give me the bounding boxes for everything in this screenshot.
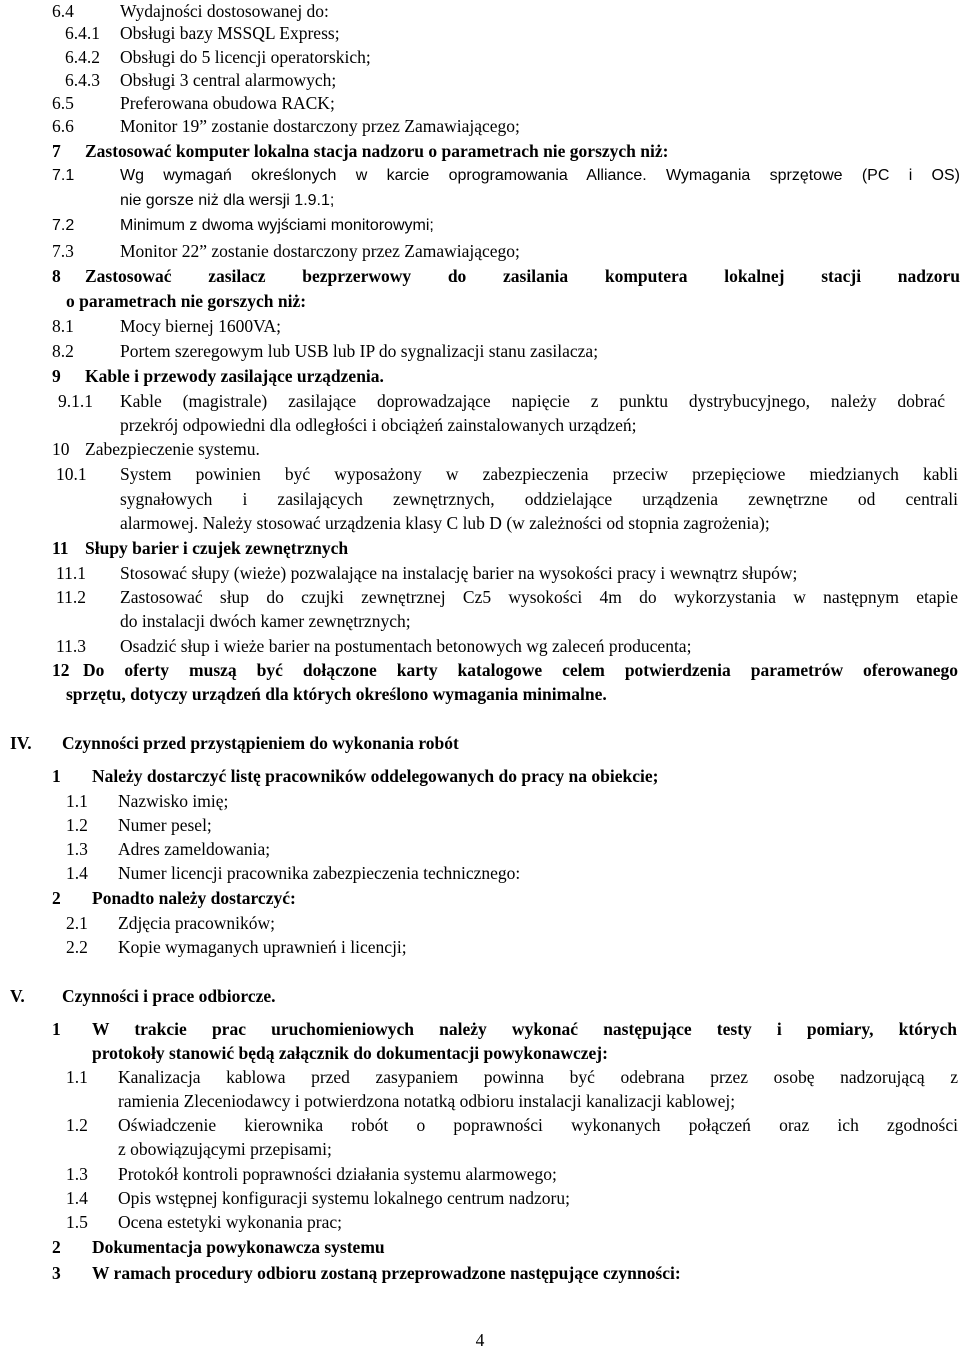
- item-text: Czynności przed przystąpieniem do wykonania robót: [62, 733, 459, 753]
- document-line: [0, 1163, 960, 1185]
- document-line: [0, 92, 960, 114]
- item-number: 1.3: [66, 839, 88, 859]
- item-text: Do oferty muszą być dołączone karty katalogowe celem potwierdzenia parametrów oferowanego: [83, 660, 958, 680]
- document-line: [0, 1018, 960, 1040]
- document-line: [0, 1090, 960, 1112]
- document-line: [0, 488, 960, 510]
- item-number: 7.1: [52, 167, 75, 184]
- item-number: 1: [52, 766, 61, 786]
- item-text: protokoły stanowić będą załącznik do dokumentacji powykonawczej:: [92, 1043, 608, 1063]
- item-number: 1.3: [66, 1164, 88, 1184]
- page-number: 4: [475, 1330, 485, 1350]
- item-number: 1.2: [66, 1115, 88, 1135]
- document-line: [0, 1262, 960, 1284]
- item-text: Obsługi do 5 licencji operatorskich;: [120, 47, 371, 67]
- item-number: 8.2: [52, 341, 74, 361]
- item-text: Ponadto należy dostarczyć:: [92, 888, 296, 908]
- item-number: 7: [52, 141, 61, 161]
- item-text: W ramach procedury odbioru zostaną przeprowadzone następujące czynności:: [92, 1263, 681, 1283]
- document-line: [0, 390, 960, 412]
- item-number: 12: [52, 660, 70, 680]
- item-number: 11: [52, 538, 69, 558]
- item-number: 1.5: [66, 1212, 88, 1232]
- document-line: [0, 912, 960, 934]
- item-number: 6.4: [52, 1, 74, 21]
- item-number: 2.2: [66, 937, 88, 957]
- document-line: [0, 215, 960, 237]
- document-line: [0, 140, 960, 162]
- document-line: [0, 610, 960, 632]
- item-number: 8: [52, 266, 61, 286]
- document-line: [0, 1042, 960, 1064]
- document-line: [0, 190, 960, 212]
- item-text: Zabezpieczenie systemu.: [85, 439, 260, 459]
- item-number: 11.1: [56, 563, 86, 583]
- document-line: [0, 1211, 960, 1233]
- document-line: [0, 1187, 960, 1209]
- item-number: 2: [52, 888, 61, 908]
- document-line: [0, 365, 960, 387]
- item-number: 7.3: [52, 241, 74, 261]
- document-line: [0, 1236, 960, 1258]
- item-text: sygnałowych i zasilających zewnętrznych, oddzielające urządzenia zewnętrzne od centrali: [120, 489, 958, 509]
- document-line: [0, 635, 960, 657]
- item-number: V.: [10, 986, 25, 1006]
- document-line: [0, 1066, 960, 1088]
- item-text: Obsługi bazy MSSQL Express;: [120, 23, 340, 43]
- item-text: Oświadczenie kierownika robót o poprawności wykonanych połączeń oraz ich zgodności: [118, 1115, 958, 1135]
- item-text: Protokół kontroli poprawności działania systemu alarmowego;: [118, 1164, 557, 1184]
- document-line: [0, 414, 960, 436]
- document-line: [0, 463, 960, 485]
- document-line: [0, 46, 960, 68]
- item-text: Opis wstępnej konfiguracji systemu lokalnego centrum nadzoru;: [118, 1188, 570, 1208]
- document-line: [0, 265, 960, 287]
- item-text: Monitor 22” zostanie dostarczony przez Zamawiającego;: [120, 241, 520, 261]
- item-number: 1: [52, 1019, 61, 1039]
- document-line: [0, 0, 960, 22]
- item-number: 11.2: [56, 587, 86, 607]
- document-line: [0, 862, 960, 884]
- item-text: Osadzić słup i wieże barier na postumentach betonowych wg zaleceń producenta;: [120, 636, 692, 656]
- item-text: Nazwisko imię;: [118, 791, 229, 811]
- item-text: Preferowana obudowa RACK;: [120, 93, 335, 113]
- document-line: [0, 659, 960, 681]
- document-line: [0, 438, 960, 460]
- document-line: [0, 240, 960, 262]
- document-line: [0, 790, 960, 812]
- item-number: 3: [52, 1263, 61, 1283]
- item-text: Numer pesel;: [118, 815, 212, 835]
- item-text: Wydajności dostosowanej do:: [120, 1, 329, 21]
- item-number: 11.3: [56, 636, 86, 656]
- document-line: [0, 69, 960, 91]
- item-text: Mocy biernej 1600VA;: [120, 316, 282, 336]
- item-number: 10: [52, 439, 70, 459]
- document-line: [0, 512, 960, 534]
- document-line: [0, 838, 960, 860]
- item-text: Czynności i prace odbiorcze.: [62, 986, 276, 1006]
- document-line: [0, 985, 960, 1007]
- document-line: [0, 165, 960, 187]
- item-text: Zdjęcia pracowników;: [118, 913, 275, 933]
- item-number: 6.6: [52, 116, 74, 136]
- document-line: [0, 814, 960, 836]
- item-text: Zastosować komputer lokalna stacja nadzoru o parametrach nie gorszych niż:: [85, 141, 669, 161]
- item-text: Kable (magistrale) zasilające doprowadzające napięcie z punktu dystrybucyjnego, należy dobrać: [120, 391, 945, 411]
- item-number: 6.4.1: [65, 23, 100, 43]
- document-line: [0, 562, 960, 584]
- item-text: Słupy barier i czujek zewnętrznych: [85, 538, 349, 558]
- item-text: alarmowej. Należy stosować urządzenia klasy C lub D (w zależności od stopnia zagrożenia);: [120, 513, 770, 533]
- item-text: Stosować słupy (wieże) pozwalające na instalację barier na wysokości pracy i wewnątrz słupów;: [120, 563, 798, 583]
- item-text: do instalacji dwóch kamer zewnętrznych;: [120, 611, 411, 631]
- document-line: [0, 586, 960, 608]
- item-number: 8.1: [52, 316, 74, 336]
- item-text: Dokumentacja powykonawcza systemu: [92, 1237, 385, 1257]
- item-text: Kopie wymaganych uprawnień i licencji;: [118, 937, 407, 957]
- item-text: nie gorsze niż dla wersji 1.9.1;: [120, 192, 335, 209]
- item-text: Adres zameldowania;: [118, 839, 271, 859]
- item-number: 9: [52, 366, 61, 386]
- item-text: ramienia Zleceniodawcy i potwierdzona notatką odbioru instalacji kanalizacji kablowej;: [118, 1091, 736, 1111]
- document-line: [0, 1138, 960, 1160]
- document-line: [0, 1114, 960, 1136]
- document-line: [0, 732, 960, 754]
- item-text: Kanalizacja kablowa przed zasypaniem powinna być odebrana przez osobę nadzorującą z: [118, 1067, 958, 1087]
- document-line: [0, 537, 960, 559]
- item-number: 2: [52, 1237, 61, 1257]
- item-number: IV.: [10, 733, 32, 753]
- document-line: [0, 765, 960, 787]
- document-line: [0, 340, 960, 362]
- item-text: Ocena estetyki wykonania prac;: [118, 1212, 343, 1232]
- document-line: [0, 315, 960, 337]
- document-line: [0, 290, 960, 312]
- item-text: Portem szeregowym lub USB lub IP do sygnalizacji stanu zasilacza;: [120, 341, 599, 361]
- item-number: 1.2: [66, 815, 88, 835]
- item-text: Zastosować zasilacz bezprzerwowy do zasilania komputera lokalnej stacji nadzoru: [85, 266, 960, 286]
- item-number: 1.4: [66, 1188, 88, 1208]
- item-number: 6.5: [52, 93, 74, 113]
- item-number: 6.4.3: [65, 70, 100, 90]
- item-text: Kable i przewody zasilające urządzenia.: [85, 366, 384, 386]
- item-number: 6.4.2: [65, 47, 100, 67]
- item-text: sprzętu, dotyczy urządzeń dla których określono wymagania minimalne.: [66, 684, 607, 704]
- item-text: przekrój odpowiedni dla odległości i obciążeń zainstalowanych urządzeń;: [120, 415, 637, 435]
- item-text: Monitor 19” zostanie dostarczony przez Zamawiającego;: [120, 116, 520, 136]
- item-text: Numer licencji pracownika zabezpieczenia technicznego:: [118, 863, 521, 883]
- item-text: Minimum z dwoma wyjściami monitorowymi;: [120, 217, 434, 234]
- item-text: System powinien być wyposażony w zabezpieczenia przeciw przepięciowe miedzianych kabli: [120, 464, 958, 484]
- item-number: 1.4: [66, 863, 88, 883]
- item-text: Wg wymagań określonych w karcie oprogramowania Alliance. Wymagania sprzętowe (PC i OS): [120, 167, 960, 184]
- document-line: [0, 22, 960, 44]
- item-text: Obsługi 3 central alarmowych;: [120, 70, 337, 90]
- item-text: Zastosować słup do czujki zewnętrznej Cz5 wysokości 4m do wykorzystania w następnym etapie: [120, 587, 958, 607]
- item-number: 10.1: [56, 464, 87, 484]
- document-line: [0, 115, 960, 137]
- document-line: [0, 683, 960, 705]
- item-text: o parametrach nie gorszych niż:: [66, 291, 307, 311]
- item-number: 1.1: [66, 791, 88, 811]
- item-number: 9.1.1: [58, 391, 93, 411]
- item-text: z obowiązującymi przepisami;: [118, 1139, 332, 1159]
- document-line: [0, 887, 960, 909]
- item-text: W trakcie prac uruchomieniowych należy wykonać następujące testy i pomiary, których: [92, 1019, 957, 1039]
- item-number: 1.1: [66, 1067, 88, 1087]
- item-number: 7.2: [52, 217, 75, 234]
- item-text: Należy dostarczyć listę pracowników oddelegowanych do pracy na obiekcie;: [92, 766, 659, 786]
- document-line: [0, 936, 960, 958]
- item-number: 2.1: [66, 913, 88, 933]
